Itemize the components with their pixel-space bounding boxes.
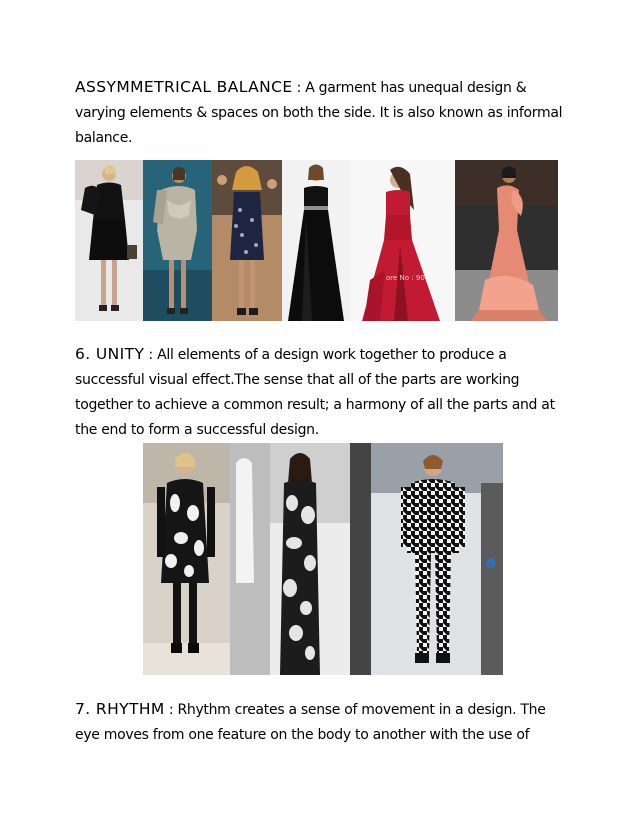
heading-separator: : <box>144 347 158 363</box>
asymmetrical-balance-photo-strip <box>75 160 558 321</box>
section-heading: 6. UNITY <box>75 345 145 363</box>
runway-photo-floral-gown <box>230 443 371 675</box>
unity-paragraph <box>75 342 575 443</box>
runway-photo-floral-coat <box>143 443 230 675</box>
paragraph-line: varying elements & spaces on both the side. It is also known as informal <box>75 105 563 121</box>
paragraph-line: eye moves from one feature on the body to another with the use of <box>75 727 530 743</box>
rhythm-paragraph <box>75 697 575 748</box>
runway-photo-coral-ruffle-gown <box>455 160 558 321</box>
paragraph-line: A garment has unequal design & <box>305 80 527 96</box>
runway-photo-navy-patterned-dress <box>212 160 282 321</box>
paragraph-line: together to achieve a common result; a harmony of all the parts and at <box>75 397 555 413</box>
unity-photo-strip <box>143 443 503 675</box>
paragraph-line: Rhythm creates a sense of movement in a design. The <box>177 702 546 718</box>
heading-separator: : <box>164 702 178 718</box>
runway-photo-houndstooth-suit <box>371 443 503 675</box>
runway-photo-red-gown <box>350 160 455 321</box>
photo-watermark: ore No : 904 <box>386 274 430 282</box>
runway-photo-silver-one-shoulder <box>143 160 212 321</box>
heading-separator: : <box>292 80 306 96</box>
paragraph-line: All elements of a design work together to produce a <box>157 347 507 363</box>
paragraph-line: the end to form a successful design. <box>75 422 319 438</box>
paragraph-line: successful visual effect.The sense that all of the parts are working <box>75 372 520 388</box>
paragraph-line: balance. <box>75 130 133 146</box>
section-heading: 7. RHYTHM <box>75 700 165 718</box>
asymmetrical-balance-paragraph <box>75 75 575 151</box>
runway-photo-black-ruffle-dress <box>75 160 143 321</box>
runway-photo-black-gown <box>282 160 350 321</box>
section-heading: ASSYMMETRICAL BALANCE <box>75 78 293 96</box>
